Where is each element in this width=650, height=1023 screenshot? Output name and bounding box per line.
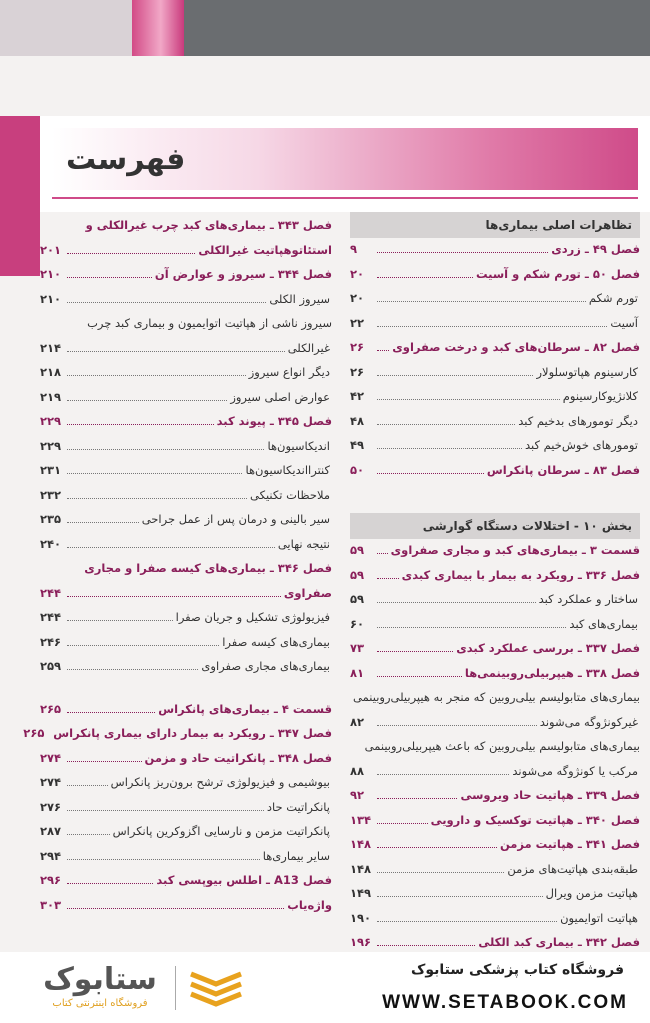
dot-leader xyxy=(67,827,110,835)
toc-page-number: ۲۴۴ xyxy=(40,585,62,600)
toc-entry-label: فصل ۸۳ ـ سرطان پانکراس xyxy=(486,462,640,477)
toc-page-number: ۲۹۴ xyxy=(40,848,62,863)
toc-entry-label: سایر بیماری‌ها xyxy=(262,848,330,863)
toc-entry-label: فصل A13 ـ اطلس بیوپسی کبد xyxy=(156,873,332,887)
toc-entry-row xyxy=(350,739,640,764)
toc-entry-label: اندیکاسیون‌ها xyxy=(267,438,330,453)
toc-entry-label: دیگر تومورهای بدخیم کبد xyxy=(518,413,638,428)
toc-entry-label: هپاتیت اتوایمیون xyxy=(560,910,638,925)
toc-entry-label: بیماری‌های مجاری صفراوی xyxy=(201,659,330,673)
toc-page-number: ۲۶۵ xyxy=(23,726,45,740)
toc-entry-label: فصل ۳۴۵ ـ پیوند کبد xyxy=(216,414,332,428)
dot-leader xyxy=(67,876,153,884)
toc-entry-label: پانکراتیت مزمن و نارسایی اگزوکرین پانکراس xyxy=(112,824,330,838)
toc-entry-label: فصل ۳۴۳ ـ بیماری‌های کبد چرب غیرالکلی و xyxy=(85,218,332,232)
toc-entry-label: واژه‌یاب xyxy=(287,897,332,912)
toc-entry-label: فصل ۸۲ ـ سرطان‌های کبد و درخت صفراوی xyxy=(392,340,640,354)
toc-entry-label: بیماری‌های کبد xyxy=(569,616,638,631)
dot-leader xyxy=(67,368,246,376)
toc-entry-row xyxy=(350,592,640,617)
toc-entry-label: فصل ۵۰ ـ تورم شکم و آسیت xyxy=(476,266,640,281)
toc-chapter-row xyxy=(40,267,332,292)
dot-leader xyxy=(67,638,219,646)
dot-leader xyxy=(377,343,389,351)
dot-leader xyxy=(377,938,475,946)
site-url: WWW.SETABOOK.COM xyxy=(382,992,628,1013)
toc-entry-label: طبقه‌بندی هپاتیت‌های مزمن xyxy=(507,861,638,876)
dot-leader xyxy=(67,705,155,713)
toc-page-number: ۱۹۰ xyxy=(350,910,372,925)
toc-page-number: ۱۴۸ xyxy=(350,837,372,851)
top-light-area xyxy=(0,0,132,56)
toc-entry-label: سیروز ناشی از هپاتیت اتوایمیون و بیماری کبد چرب xyxy=(87,316,332,330)
toc-chapter-row xyxy=(40,414,332,439)
dot-leader xyxy=(377,840,497,848)
dot-leader xyxy=(377,595,536,603)
toc-chapter-row xyxy=(40,702,332,727)
toc-entry-label: کلانژیوکارسینوم xyxy=(562,389,638,403)
toc-entry-label: پانکراتیت حاد xyxy=(266,799,330,814)
toc-page-number: ۵۹ xyxy=(350,592,365,606)
toc-entry-label: ملاحظات تکنیکی xyxy=(250,487,330,502)
toc-entry-label: فصل ۳۳۷ ـ بررسی عملکرد کبدی xyxy=(456,641,640,655)
toc-page-number: ۲۵۹ xyxy=(40,659,62,673)
toc-entry-row xyxy=(350,862,640,887)
dot-leader xyxy=(67,803,264,811)
toc-entry-label: فصل ۴۹ ـ زردی xyxy=(551,242,640,256)
dot-leader xyxy=(67,393,227,401)
toc-chapter-row xyxy=(350,340,640,365)
toc-entry-row xyxy=(350,414,640,439)
toc-entry-label: بیماری‌های کیسه صفرا xyxy=(222,634,330,649)
toc-entry-row xyxy=(40,463,332,488)
toc-entry-label: فصل ۳۳۹ ـ هپاتیت حاد ویروسی xyxy=(460,788,640,802)
dot-leader xyxy=(67,852,260,860)
pink-side-block xyxy=(0,116,40,276)
toc-entry-label: استئاتوهپاتیت غیرالکلی xyxy=(198,242,332,257)
toc-entry-row xyxy=(40,439,332,464)
toc-entry-row xyxy=(350,764,640,789)
toc-page-number: ۲۱۸ xyxy=(40,365,62,379)
toc-chapter-row xyxy=(350,543,640,568)
dot-leader xyxy=(67,344,285,352)
toc-entry-row xyxy=(40,775,332,800)
toc-entry-row xyxy=(40,316,332,341)
toc-page-number: ۵۹ xyxy=(350,543,365,557)
dot-leader xyxy=(67,515,139,523)
toc-entry-label: عوارض اصلی سیروز xyxy=(230,389,330,404)
toc-entry-label: کنترااندیکاسیون‌ها xyxy=(245,463,330,477)
toc-page-number: ۳۰۳ xyxy=(40,897,62,912)
dot-leader xyxy=(377,816,428,824)
dot-leader xyxy=(377,294,586,302)
toc-entry-label: آسیت xyxy=(610,315,638,330)
toc-entry-row xyxy=(350,291,640,316)
dot-leader xyxy=(67,613,173,621)
toc-entry-row xyxy=(350,365,640,390)
toc-page-number: ۸۸ xyxy=(350,763,365,778)
section1-list xyxy=(350,242,640,487)
toc-entry-row xyxy=(350,438,640,463)
toc-page-number: ۲۴۰ xyxy=(40,536,62,551)
chevron-logo-icon xyxy=(185,968,247,1008)
toc-page-number: ۵۰ xyxy=(350,462,365,477)
toc-entry-row xyxy=(40,824,332,849)
dot-leader xyxy=(67,246,195,254)
toc-page-number: ۲۷۴ xyxy=(40,775,62,789)
dot-leader xyxy=(377,441,522,449)
toc-entry-label: غیرالکلی xyxy=(287,340,330,355)
dot-leader xyxy=(377,466,484,474)
toc-entry-row xyxy=(350,389,640,414)
toc-page-number: ۲۳۱ xyxy=(40,463,62,477)
toc-entry-label: بیماری‌های متابولیسم بیلی‌روبین که باعث هیپربیلی‌روبینمی xyxy=(364,739,640,753)
toc-entry-label: مرکب یا کونژوگه می‌شوند xyxy=(512,763,638,778)
left-column xyxy=(23,218,332,922)
dot-leader xyxy=(377,889,543,897)
toc-chapter-row xyxy=(350,568,640,593)
toc-page-number: ۱۴۸ xyxy=(350,861,372,876)
toc-chapter-row xyxy=(350,666,640,691)
dot-leader xyxy=(67,417,214,425)
toc-entry-label: صفراوی xyxy=(283,585,332,600)
toc-entry-row xyxy=(350,911,640,936)
toc-entry-label: دیگر انواع سیروز xyxy=(248,365,330,379)
toc-entry-row xyxy=(350,886,640,911)
dot-leader xyxy=(67,270,152,278)
toc-page-number: ۲۱۹ xyxy=(40,389,62,404)
left-block1-list xyxy=(40,218,332,684)
right-column xyxy=(350,212,640,960)
toc-entry-row xyxy=(40,849,332,874)
dot-leader xyxy=(377,914,557,922)
toc-page-number: ۸۲ xyxy=(350,714,365,729)
section2-list xyxy=(350,543,640,960)
dot-leader xyxy=(377,417,515,425)
toc-page-number: ۸۱ xyxy=(350,665,365,680)
toc-entry-label: فصل ۳۴۶ ـ بیماری‌های کیسه صفرا و مجاری xyxy=(84,561,332,575)
toc-entry-row xyxy=(350,715,640,740)
dot-leader xyxy=(67,778,108,786)
toc-page-number: ۲۲ xyxy=(350,315,365,330)
toc-chapter-row xyxy=(350,267,640,292)
toc-page-number: ۶۰ xyxy=(350,616,365,631)
toc-entry-row xyxy=(40,659,332,684)
toc-entry-label: فصل ۳۴۲ ـ بیماری کبد الکلی xyxy=(478,935,640,949)
title-underline xyxy=(52,197,638,199)
toc-page-number: ۲۶ xyxy=(350,340,365,354)
toc-page-number: ۲۷۶ xyxy=(40,799,62,814)
toc-entry-label: نتیجه نهایی xyxy=(277,536,330,551)
logo-divider xyxy=(175,966,176,1010)
dot-leader xyxy=(377,644,453,652)
section-header: بخش ۱۰ - اختلالات دستگاه گوارشی xyxy=(350,513,640,539)
toc-entry-row xyxy=(40,292,332,317)
toc-page-number: ۲۱۰ xyxy=(40,267,62,281)
toc-entry-row xyxy=(40,390,332,415)
toc-entry-row xyxy=(40,537,332,562)
toc-chapter-row xyxy=(350,242,640,267)
toc-chapter-row xyxy=(350,788,640,813)
dot-leader xyxy=(67,662,198,670)
toc-chapter-row xyxy=(40,586,332,611)
toc-page-number: ۹۲ xyxy=(350,788,365,802)
toc-page-number: ۲۶۵ xyxy=(40,701,62,716)
dot-leader xyxy=(67,589,281,597)
toc-page-number: ۲۴۶ xyxy=(40,634,62,649)
dot-leader xyxy=(67,901,284,909)
toc-page-number: ۹ xyxy=(350,242,358,256)
dot-leader xyxy=(67,295,266,303)
toc-entry-label: بیوشیمی و فیزیولوژی ترشح برون‌ریز پانکراس xyxy=(110,775,330,789)
toc-entry-label: فصل ۳۳۸ ـ هیپربیلی‌روبینمی‌ها xyxy=(464,665,640,680)
toc-page-number: ۲۲۹ xyxy=(40,438,62,453)
logo-wordmark: ستابوک xyxy=(43,962,157,997)
dot-leader xyxy=(377,392,560,400)
toc-chapter-row xyxy=(23,726,332,751)
dot-leader xyxy=(377,620,566,628)
toc-entry-label: فصل ۳۴۰ ـ هپاتیت توکسیک و دارویی xyxy=(430,812,640,827)
dot-leader xyxy=(377,319,607,327)
toc-entry-label: فصل ۳۳۶ ـ رویکرد به بیمار با بیماری کبدی xyxy=(401,567,640,582)
toc-entry-label: غیرکونژوگه می‌شوند xyxy=(539,714,638,729)
toc-chapter-row xyxy=(350,837,640,862)
toc-page-number: ۴۹ xyxy=(350,438,365,452)
toc-entry-row xyxy=(40,365,332,390)
shop-name: فروشگاه کتاب پزشکی ستابوک xyxy=(411,962,624,978)
toc-entry-row xyxy=(40,635,332,660)
toc-entry-label: ساختار و عملکرد کبد xyxy=(538,592,638,606)
toc-chapter-row xyxy=(40,243,332,268)
toc-page-number: ۷۳ xyxy=(350,641,365,655)
toc-entry-label: تومورهای خوش‌خیم کبد xyxy=(525,438,638,452)
toc-entry-label: فصل ۳۴۸ ـ پانکراتیت حاد و مزمن xyxy=(144,750,332,765)
section-header: تظاهرات اصلی بیماری‌ها xyxy=(350,212,640,238)
toc-chapter-row xyxy=(350,463,640,488)
toc-entry-label: قسمت ۴ ـ بیماری‌های پانکراس xyxy=(158,701,332,716)
toc-entry-row xyxy=(40,800,332,825)
toc-chapter-row xyxy=(40,751,332,776)
toc-chapter-row xyxy=(40,561,332,586)
dot-leader xyxy=(377,767,509,775)
toc-page-number: ۲۴۴ xyxy=(40,610,62,624)
toc-page-number: ۱۳۴ xyxy=(350,812,372,827)
toc-page-number: ۲۹۶ xyxy=(40,873,62,887)
dot-leader xyxy=(377,571,399,579)
toc-page-number: ۲۲۹ xyxy=(40,414,62,428)
logo-subtitle: فروشگاه اینترنتی کتاب xyxy=(52,998,148,1009)
toc-page-number: ۲۱۰ xyxy=(40,291,62,306)
toc-entry-label: هپاتیت مزمن ویرال xyxy=(545,886,638,900)
toc-page-number: ۲۱۴ xyxy=(40,340,62,355)
toc-chapter-row xyxy=(40,898,332,923)
toc-chapter-row xyxy=(40,218,332,243)
page-title: فهرست xyxy=(66,142,186,177)
toc-chapter-row xyxy=(350,813,640,838)
toc-entry-label: بیماری‌های متابولیسم بیلی‌روبین که منجر به هیپربیلی‌روبینمی xyxy=(353,690,640,704)
toc-entry-label: فیزیولوژی تشکیل و جریان صفرا xyxy=(175,610,330,624)
toc-entry-row xyxy=(40,341,332,366)
toc-entry-label: فصل ۳۴۷ ـ رویکرد به بیمار دارای بیماری پانکراس xyxy=(53,726,332,740)
toc-page-number: ۱۴۹ xyxy=(350,886,372,900)
toc-page-number: ۲۳۵ xyxy=(40,512,62,526)
toc-page-number: ۲۸۷ xyxy=(40,824,62,838)
dot-leader xyxy=(377,865,504,873)
toc-entry-label: فصل ۳۴۱ ـ هپاتیت مزمن xyxy=(499,837,640,851)
toc-page-number: ۲۳۲ xyxy=(40,487,62,502)
dot-leader xyxy=(67,466,242,474)
toc-entry-label: سیروز الکلی xyxy=(269,291,330,306)
dot-leader xyxy=(67,754,142,762)
toc-page-number: ۲۰۱ xyxy=(40,242,62,257)
dot-leader xyxy=(377,546,388,554)
toc-entry-row xyxy=(350,617,640,642)
dot-leader xyxy=(67,491,247,499)
toc-entry-label: کارسینوم هپاتوسلولار xyxy=(536,364,638,379)
dot-leader xyxy=(377,791,457,799)
toc-page-number: ۴۸ xyxy=(350,413,365,428)
dot-leader xyxy=(67,540,275,548)
toc-page-number: ۱۹۶ xyxy=(350,935,372,949)
dot-leader xyxy=(67,442,264,450)
toc-page-number: ۲۷۴ xyxy=(40,750,62,765)
dot-leader xyxy=(377,270,473,278)
toc-entry-label: تورم شکم xyxy=(588,291,638,305)
toc-entry-row xyxy=(40,512,332,537)
toc-entry-row xyxy=(350,316,640,341)
dot-leader xyxy=(377,368,533,376)
left-block2-list xyxy=(23,701,332,923)
toc-page-number: ۲۶ xyxy=(350,364,365,379)
toc-chapter-row xyxy=(40,873,332,898)
dot-leader xyxy=(377,245,548,253)
toc-page-number: ۲۰ xyxy=(350,266,365,281)
toc-page-number: ۵۹ xyxy=(350,567,365,582)
toc-entry-row xyxy=(350,690,640,715)
dot-leader xyxy=(377,718,537,726)
toc-entry-row xyxy=(40,488,332,513)
toc-page-number: ۲۰ xyxy=(350,291,365,305)
toc-entry-label: قسمت ۳ ـ بیماری‌های کبد و مجاری صفراوی xyxy=(390,543,640,557)
dot-leader xyxy=(377,669,462,677)
toc-chapter-row xyxy=(350,641,640,666)
toc-page-number: ۴۲ xyxy=(350,389,365,403)
top-pink-accent xyxy=(132,0,184,56)
toc-entry-label: سیر بالینی و درمان پس از عمل جراحی xyxy=(141,512,330,526)
toc-entry-label: فصل ۳۴۴ ـ سیروز و عوارض آن xyxy=(154,267,332,281)
toc-entry-row xyxy=(40,610,332,635)
